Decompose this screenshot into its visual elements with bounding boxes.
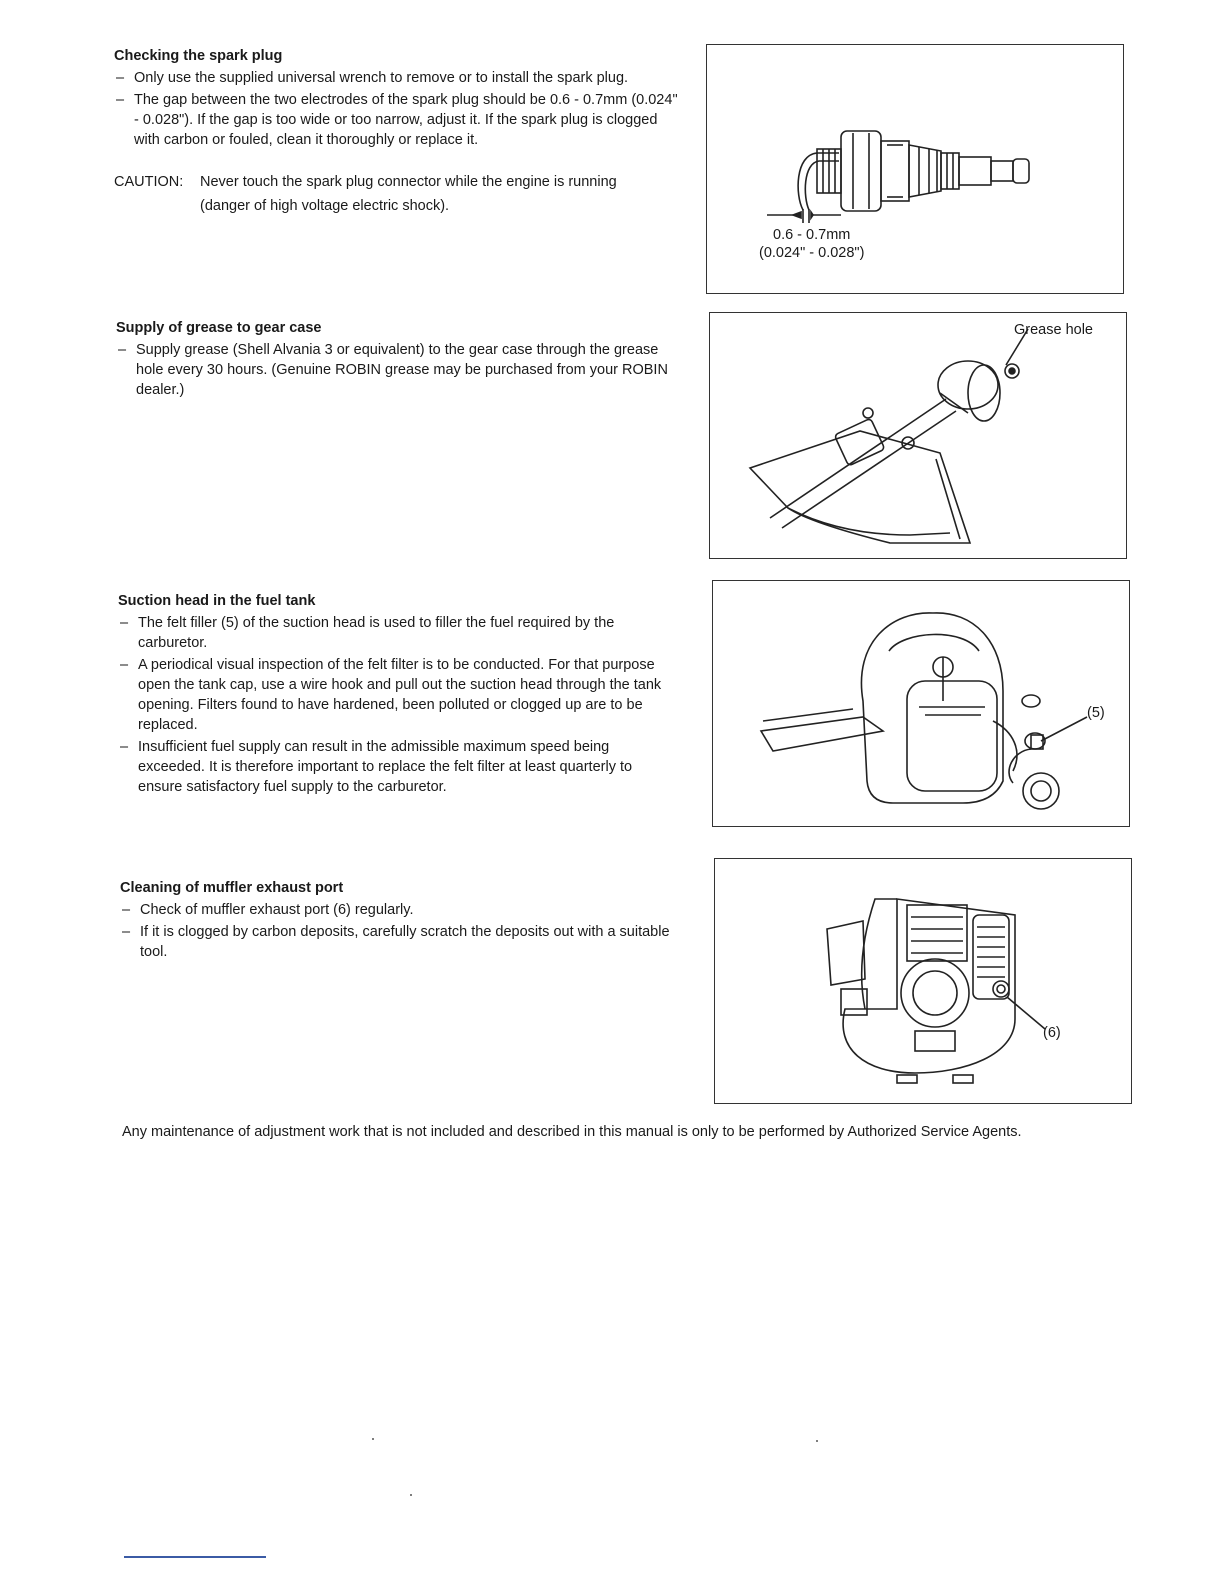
gear-case-illustration	[710, 313, 1126, 558]
muffler-illustration	[715, 859, 1131, 1103]
list-item: – A periodical visual inspection of the felt filter is to be conducted. For that purpose open the tank cap, use a wire hook and pull out the suction head through the tank opening. Filters found to have hardened, been polluted or clogged up are to be replaced.	[118, 655, 680, 735]
spark-plug-heading: Checking the spark plug	[114, 48, 283, 64]
caution-note	[114, 170, 682, 218]
footer-rule	[124, 1556, 266, 1558]
scan-speck	[372, 1438, 374, 1440]
gap-mm-label: 0.6 - 0.7mm	[773, 227, 851, 243]
scan-speck	[816, 1440, 818, 1442]
caution-line-1: Never touch the spark plug connector while the engine is running	[200, 174, 617, 190]
list-item: – Supply grease (Shell Alvania 3 or equivalent) to the gear case through the grease hole every 30 hours. (Genuine ROBIN grease may be purchased from your ROBIN dealer.)	[116, 340, 676, 400]
list-item: – Insufficient fuel supply can result in the admissible maximum speed being exceeded. It is therefore important to replace the felt filter at least quarterly to ensure satisfactory fuel supply to the carburetor.	[118, 737, 680, 797]
gap-inch-label: (0.024" - 0.028")	[759, 245, 865, 261]
spark-plug-figure	[706, 44, 1124, 294]
footer-note: Any maintenance of adjustment work that is not included and described in this manual is only to be performed by Authorized Service Agents.	[122, 1124, 1022, 1140]
suction-heading: Suction head in the fuel tank	[118, 593, 316, 609]
muffler-section	[120, 880, 680, 964]
grease-bullets	[116, 340, 676, 400]
list-item: – The gap between the two electrodes of the spark plug should be 0.6 - 0.7mm (0.024" - 0.028"). If the gap is too wide or too narrow, adjust it. If the spark plug is clogged with carbon or fouled, clean it thoroughly or replace it.	[114, 90, 682, 150]
muffler-figure	[714, 858, 1132, 1104]
list-item: – The felt filler (5) of the suction head is used to filler the fuel required by the carburetor.	[118, 613, 680, 653]
spark-plug-section	[114, 48, 682, 218]
caution-text	[200, 170, 617, 218]
spark-plug-bullets	[114, 68, 682, 150]
grease-heading: Supply of grease to gear case	[116, 320, 322, 336]
exhaust-port-callout: (6)	[1043, 1025, 1061, 1041]
list-item: – Only use the supplied universal wrench to remove or to install the spark plug.	[114, 68, 682, 88]
list-item: – If it is clogged by carbon deposits, carefully scratch the deposits out with a suitable tool.	[120, 922, 680, 962]
suction-section	[118, 593, 680, 799]
grease-section	[116, 320, 676, 402]
scan-speck	[410, 1494, 412, 1496]
grease-hole-callout: Grease hole	[1014, 322, 1093, 338]
suction-bullets	[118, 613, 680, 797]
muffler-bullets	[120, 900, 680, 962]
list-item: – Check of muffler exhaust port (6) regularly.	[120, 900, 680, 920]
muffler-heading: Cleaning of muffler exhaust port	[120, 880, 344, 896]
fuel-tank-illustration	[713, 581, 1129, 826]
fuel-tank-figure	[712, 580, 1130, 827]
felt-filter-callout: (5)	[1087, 705, 1105, 721]
caution-label: CAUTION:	[114, 174, 184, 190]
gear-case-figure	[709, 312, 1127, 559]
caution-line-2: (danger of high voltage electric shock).	[200, 198, 450, 214]
